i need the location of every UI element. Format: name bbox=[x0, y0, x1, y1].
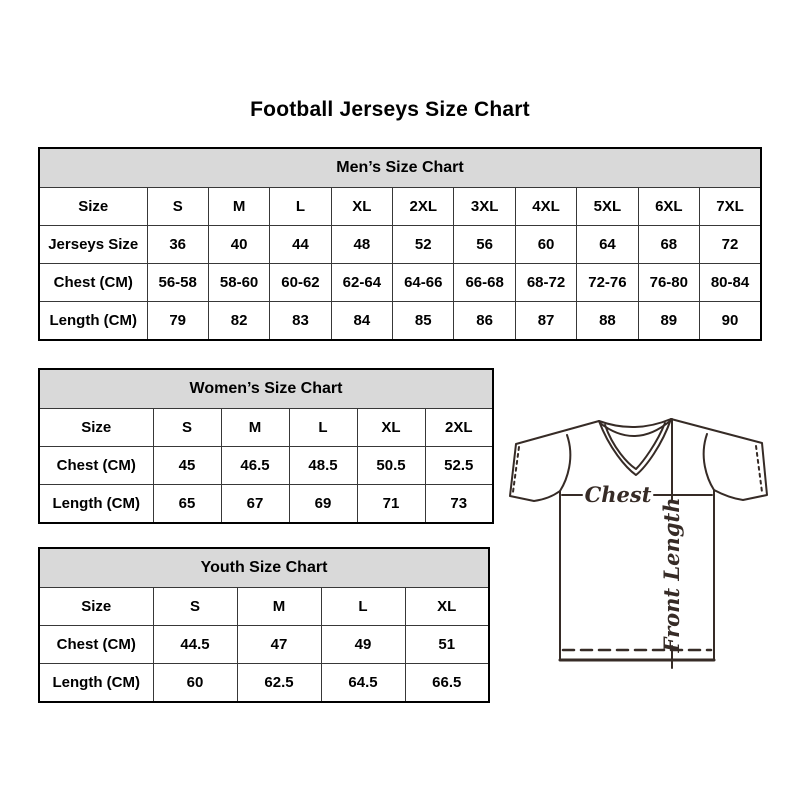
value-cell: XL bbox=[405, 588, 489, 626]
value-cell: 56-58 bbox=[147, 264, 208, 302]
row-label-cell: Chest (CM) bbox=[39, 264, 147, 302]
value-cell: 45 bbox=[153, 447, 221, 485]
value-cell: 66-68 bbox=[454, 264, 515, 302]
value-cell: 64.5 bbox=[321, 664, 405, 703]
row-label-cell: Size bbox=[39, 188, 147, 226]
value-cell: 4XL bbox=[515, 188, 576, 226]
value-cell: 68-72 bbox=[515, 264, 576, 302]
value-cell: XL bbox=[331, 188, 392, 226]
value-cell: S bbox=[153, 588, 237, 626]
table-row bbox=[39, 485, 493, 524]
value-cell: 71 bbox=[357, 485, 425, 524]
value-cell: 65 bbox=[153, 485, 221, 524]
value-cell: 48 bbox=[331, 226, 392, 264]
row-label-cell: Length (CM) bbox=[39, 485, 153, 524]
chest-label: Chest bbox=[584, 482, 652, 507]
jersey-measurement-diagram bbox=[505, 398, 770, 676]
value-cell: 60 bbox=[515, 226, 576, 264]
value-cell: 73 bbox=[425, 485, 493, 524]
value-cell: S bbox=[153, 409, 221, 447]
value-cell: 49 bbox=[321, 626, 405, 664]
row-label-cell: Size bbox=[39, 409, 153, 447]
value-cell: 46.5 bbox=[221, 447, 289, 485]
value-cell: 47 bbox=[237, 626, 321, 664]
value-cell: 2XL bbox=[393, 188, 454, 226]
value-cell: 64-66 bbox=[393, 264, 454, 302]
value-cell: 58-60 bbox=[208, 264, 269, 302]
value-cell: M bbox=[221, 409, 289, 447]
value-cell: M bbox=[237, 588, 321, 626]
value-cell: 2XL bbox=[425, 409, 493, 447]
youth-size-table bbox=[38, 547, 490, 703]
value-cell: 80-84 bbox=[700, 264, 761, 302]
row-label-cell: Length (CM) bbox=[39, 302, 147, 341]
value-cell: 48.5 bbox=[289, 447, 357, 485]
table-row bbox=[39, 664, 489, 703]
value-cell: 72-76 bbox=[577, 264, 638, 302]
row-label-cell: Jerseys Size bbox=[39, 226, 147, 264]
value-cell: 86 bbox=[454, 302, 515, 341]
value-cell: S bbox=[147, 188, 208, 226]
jersey-outline bbox=[510, 419, 767, 660]
value-cell: 51 bbox=[405, 626, 489, 664]
value-cell: 89 bbox=[638, 302, 699, 341]
value-cell: 67 bbox=[221, 485, 289, 524]
value-cell: 44.5 bbox=[153, 626, 237, 664]
row-label-cell: Size bbox=[39, 588, 153, 626]
value-cell: 40 bbox=[208, 226, 269, 264]
value-cell: 36 bbox=[147, 226, 208, 264]
table-row bbox=[39, 588, 489, 626]
value-cell: 85 bbox=[393, 302, 454, 341]
value-cell: 66.5 bbox=[405, 664, 489, 703]
value-cell: 84 bbox=[331, 302, 392, 341]
value-cell: L bbox=[289, 409, 357, 447]
value-cell: L bbox=[321, 588, 405, 626]
value-cell: 90 bbox=[700, 302, 761, 341]
value-cell: 52.5 bbox=[425, 447, 493, 485]
value-cell: 56 bbox=[454, 226, 515, 264]
table-row bbox=[39, 626, 489, 664]
table-row bbox=[39, 264, 761, 302]
table-title-row bbox=[39, 369, 493, 409]
value-cell: 50.5 bbox=[357, 447, 425, 485]
table-title: Women’s Size Chart bbox=[39, 369, 493, 409]
value-cell: 3XL bbox=[454, 188, 515, 226]
value-cell: 88 bbox=[577, 302, 638, 341]
table-row bbox=[39, 188, 761, 226]
value-cell: 60 bbox=[153, 664, 237, 703]
front-length-label: Front Length bbox=[659, 497, 684, 653]
collar-back-curve bbox=[599, 419, 671, 427]
value-cell: 87 bbox=[515, 302, 576, 341]
table-title: Youth Size Chart bbox=[39, 548, 489, 588]
table-row bbox=[39, 447, 493, 485]
value-cell: 62-64 bbox=[331, 264, 392, 302]
value-cell: 7XL bbox=[700, 188, 761, 226]
value-cell: 83 bbox=[270, 302, 331, 341]
table-row bbox=[39, 302, 761, 341]
value-cell: 72 bbox=[700, 226, 761, 264]
table-title: Men’s Size Chart bbox=[39, 148, 761, 188]
value-cell: 64 bbox=[577, 226, 638, 264]
value-cell: XL bbox=[357, 409, 425, 447]
row-label-cell: Chest (CM) bbox=[39, 447, 153, 485]
row-label-cell: Chest (CM) bbox=[39, 626, 153, 664]
left-armhole-seam bbox=[560, 435, 570, 491]
value-cell: 6XL bbox=[638, 188, 699, 226]
value-cell: 62.5 bbox=[237, 664, 321, 703]
table-row bbox=[39, 409, 493, 447]
value-cell: 76-80 bbox=[638, 264, 699, 302]
value-cell: 60-62 bbox=[270, 264, 331, 302]
right-armhole-seam bbox=[704, 434, 714, 490]
mens-size-table bbox=[38, 147, 762, 341]
value-cell: 79 bbox=[147, 302, 208, 341]
table-title-row bbox=[39, 148, 761, 188]
table-title-row bbox=[39, 548, 489, 588]
value-cell: 82 bbox=[208, 302, 269, 341]
value-cell: 44 bbox=[270, 226, 331, 264]
womens-size-table bbox=[38, 368, 494, 524]
right-cuff-dash bbox=[756, 446, 762, 492]
value-cell: 68 bbox=[638, 226, 699, 264]
value-cell: 69 bbox=[289, 485, 357, 524]
value-cell: L bbox=[270, 188, 331, 226]
value-cell: 52 bbox=[393, 226, 454, 264]
table-row bbox=[39, 226, 761, 264]
value-cell: M bbox=[208, 188, 269, 226]
page-title: Football Jerseys Size Chart bbox=[250, 98, 530, 121]
value-cell: 5XL bbox=[577, 188, 638, 226]
row-label-cell: Length (CM) bbox=[39, 664, 153, 703]
